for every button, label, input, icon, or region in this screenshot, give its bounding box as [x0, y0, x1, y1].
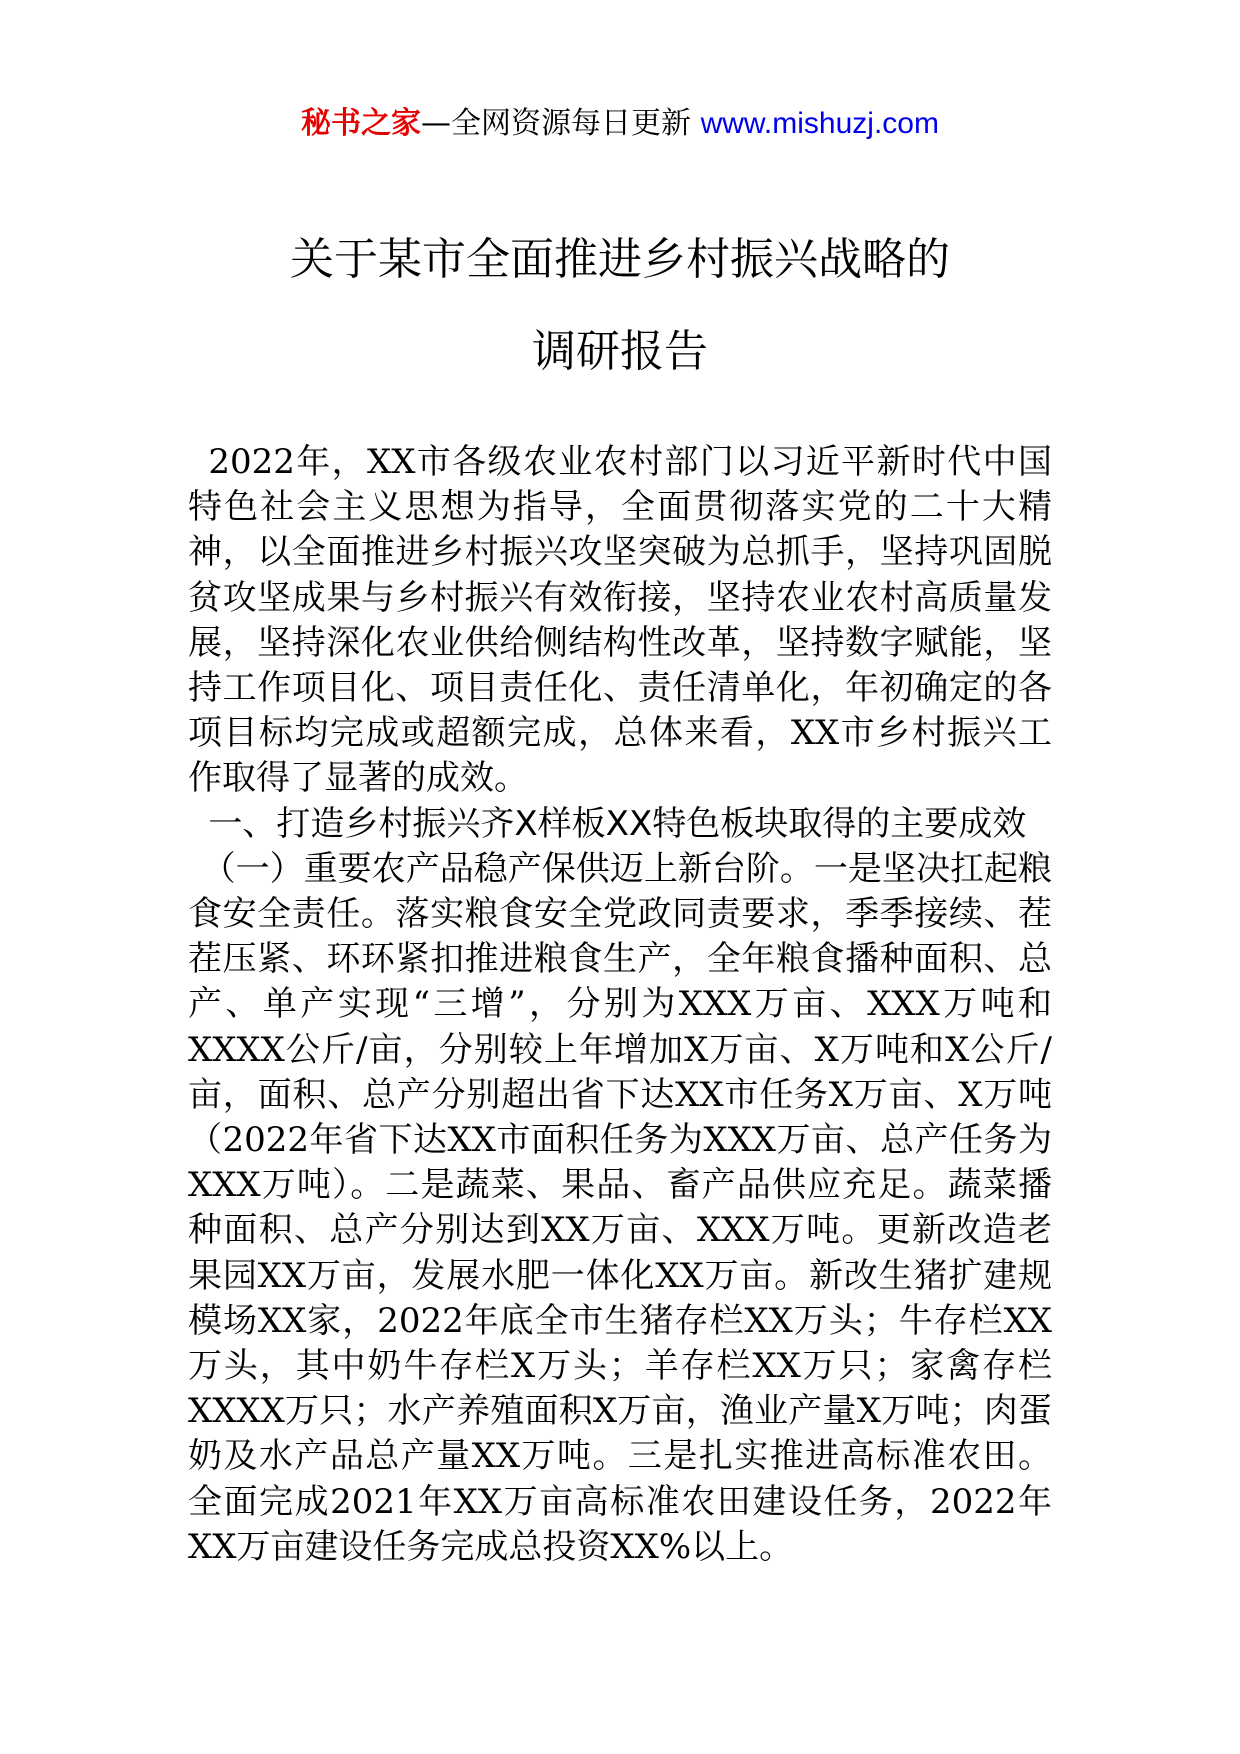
- site-slogan: —全网资源每日更新: [421, 106, 692, 141]
- intro-paragraph: 2022年，XX市各级农业农村部门以习近平新时代中国特色社会主义思想为指导，全面贯彻落实党的二十大精神，以全面推进乡村振兴攻坚突破为总抓手，坚持巩固脱贫攻坚成果与乡村振兴有效衔接，坚持农业农村高质量发展，坚持深化农业供给侧结构性改革，坚持数字赋能，坚持工作项目化、项目责任化、责任清单化，年初确定的各项目标均完成或超额完成，总体来看，XX市乡村振兴工作取得了显著的成效。: [188, 442, 1052, 799]
- document-title-line-1: 关于某市全面推进乡村振兴战略的: [290, 234, 950, 285]
- site-url-link[interactable]: www.mishuzj.com: [700, 107, 939, 140]
- section-heading: 一、打造乡村振兴齐X样板XX特色板块取得的主要成效: [208, 803, 1027, 844]
- site-brand: 秘书之家: [301, 106, 422, 141]
- document-title-line-2: 调研报告: [532, 326, 708, 377]
- document-body: [188, 440, 1052, 1570]
- subsection-paragraph: （一）重要农产品稳产保供迈上新台阶。一是坚决扛起粮食安全责任。落实粮食安全党政同责要求，季季接续、茬茬压紧、环环紧扣推进粮食生产，全年粮食播种面积、总产、单产实现“三增”，分别为XXX万亩、XXX万吨和XXXX公斤/亩，分别较上年增加X万亩、X万吨和X公斤/亩，面积、总产分别超出省下达XX市任务X万亩、X万吨（2022年省下达XX市面积任务为XXX万亩、总产任务为XXX万吨）。二是蔬菜、果品、畜产品供应充足。蔬菜播种面积、总产分别达到XX万亩、XXX万吨。更新改造老果园XX万亩，发展水肥一体化XX万亩。新改生猪扩建规模场XX家，2022年底全市生猪存栏XX万头；牛存栏XX万头，其中奶牛存栏X万头；羊存栏XX万只；家禽存栏XXXX万只；水产养殖面积X万亩，渔业产量X万吨；肉蛋奶及水产品总产量XX万吨。三是扎实推进高标准农田。全面完成2021年XX万亩高标准农田建设任务，2022年XX万亩建设任务完成总投资XX%以上。: [188, 848, 1052, 1567]
- site-header: [0, 104, 1240, 144]
